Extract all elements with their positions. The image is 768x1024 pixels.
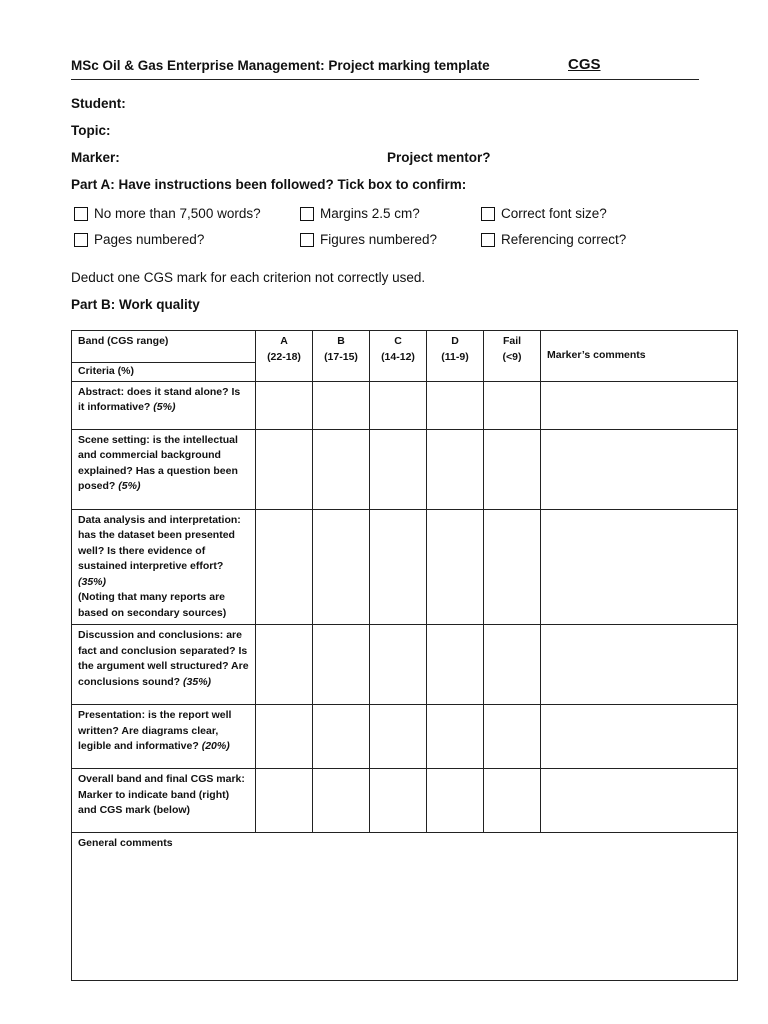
band-cell[interactable] xyxy=(370,381,427,429)
criterion-title: Presentation: xyxy=(78,709,146,721)
band-cell[interactable] xyxy=(370,625,427,705)
band-range: (<9) xyxy=(502,350,522,363)
band-d-header xyxy=(427,331,484,382)
general-comments-label: General comments xyxy=(78,837,173,849)
marker-label: Marker: xyxy=(71,150,120,165)
criterion-overall xyxy=(72,769,256,833)
band-cell[interactable] xyxy=(427,769,484,833)
table-row xyxy=(72,429,738,509)
band-cell[interactable] xyxy=(370,509,427,625)
band-cell[interactable] xyxy=(370,769,427,833)
criterion-data-analysis xyxy=(72,509,256,625)
band-cell[interactable] xyxy=(256,705,313,769)
criterion-title: Data analysis and interpretation: xyxy=(78,513,241,526)
markers-comments-header: Marker’s comments xyxy=(541,331,738,382)
checkbox-icon[interactable] xyxy=(481,233,495,247)
band-range: (14-12) xyxy=(381,350,415,363)
checkbox-icon[interactable] xyxy=(481,207,495,221)
band-cell[interactable] xyxy=(256,625,313,705)
band-cell[interactable] xyxy=(484,381,541,429)
band-letter: D xyxy=(451,335,459,347)
criterion-weight: (5%) xyxy=(153,401,176,413)
checkbox-word-limit[interactable] xyxy=(74,206,261,221)
criteria-header-cell: Criteria (%) xyxy=(72,363,256,382)
criterion-text: does it stand alone? Is it informative? xyxy=(78,385,241,413)
criterion-text: are fact and conclusion separated? Is the argument well structured? Are conclusions sound? xyxy=(78,629,249,688)
band-cell[interactable] xyxy=(313,429,370,509)
part-b-heading: Part B: Work quality xyxy=(71,297,200,312)
band-cell[interactable] xyxy=(313,625,370,705)
topic-label: Topic: xyxy=(71,123,111,138)
checkbox-label: Figures numbered? xyxy=(320,232,438,247)
comment-cell[interactable] xyxy=(541,429,738,509)
checkbox-figures-numbered[interactable] xyxy=(300,232,437,247)
band-cell[interactable] xyxy=(484,769,541,833)
criterion-presentation xyxy=(72,705,256,769)
comment-cell[interactable] xyxy=(541,509,738,625)
checkbox-font-size[interactable] xyxy=(481,206,607,221)
table-row xyxy=(72,381,738,429)
criterion-title: Overall band and final CGS mark: xyxy=(78,773,245,785)
part-a-heading: Part A: Have instructions been followed? Tick box to confirm: xyxy=(71,177,467,192)
band-cell[interactable] xyxy=(256,769,313,833)
band-cell[interactable] xyxy=(256,429,313,509)
criterion-weight: (35%) xyxy=(183,675,212,688)
criterion-title: Scene setting: xyxy=(78,433,150,446)
band-cell[interactable] xyxy=(370,705,427,769)
band-cell[interactable] xyxy=(313,705,370,769)
checkbox-margins[interactable] xyxy=(300,206,420,221)
checkbox-label: Margins 2.5 cm? xyxy=(320,206,420,221)
band-cell[interactable] xyxy=(427,509,484,625)
criterion-discussion xyxy=(72,625,256,705)
comment-cell[interactable] xyxy=(541,381,738,429)
table-row xyxy=(72,705,738,769)
band-cell[interactable] xyxy=(484,429,541,509)
checkbox-icon[interactable] xyxy=(74,207,88,221)
band-cell[interactable] xyxy=(484,625,541,705)
criterion-title: Discussion and conclusions: xyxy=(78,629,224,641)
criterion-text: is the intellectual and commercial background explained? Has a question been posed? xyxy=(78,433,238,492)
criterion-text: is the report well written? Are diagrams clear, legible and informative? xyxy=(78,709,232,752)
comment-cell[interactable] xyxy=(541,705,738,769)
band-letter: B xyxy=(337,335,345,347)
checkbox-icon[interactable] xyxy=(300,207,314,221)
band-fail-header xyxy=(484,331,541,382)
band-range: (11-9) xyxy=(441,350,469,363)
band-range: (22-18) xyxy=(267,350,301,363)
checkbox-icon[interactable] xyxy=(74,233,88,247)
checkbox-label: No more than 7,500 words? xyxy=(94,206,261,221)
band-cell[interactable] xyxy=(427,381,484,429)
checkbox-label: Pages numbered? xyxy=(94,232,205,247)
band-c-header xyxy=(370,331,427,382)
checkbox-icon[interactable] xyxy=(300,233,314,247)
cgs-label: CGS xyxy=(568,56,601,73)
document-header xyxy=(71,58,699,80)
band-cell[interactable] xyxy=(484,705,541,769)
criterion-note: (Noting that many reports are based on secondary sources) xyxy=(78,591,227,619)
band-letter: A xyxy=(280,335,288,347)
criterion-abstract xyxy=(72,381,256,429)
checkbox-label: Correct font size? xyxy=(501,206,607,221)
checkbox-label: Referencing correct? xyxy=(501,232,627,247)
table-row xyxy=(72,769,738,833)
band-cell[interactable] xyxy=(370,429,427,509)
criterion-text: Marker to indicate band (right) and CGS mark (below) xyxy=(78,788,230,816)
band-cell[interactable] xyxy=(256,381,313,429)
band-cell[interactable] xyxy=(427,429,484,509)
table-row xyxy=(72,509,738,625)
criterion-weight: (5%) xyxy=(118,480,141,492)
band-cell[interactable] xyxy=(427,705,484,769)
criterion-weight: (35%) xyxy=(78,575,107,588)
band-letter: Fail xyxy=(502,335,522,347)
band-cell[interactable] xyxy=(313,381,370,429)
band-a-header xyxy=(256,331,313,382)
band-cell[interactable] xyxy=(427,625,484,705)
criterion-weight: (20%) xyxy=(201,740,230,752)
project-mentor-label: Project mentor? xyxy=(387,150,491,165)
band-cell[interactable] xyxy=(313,509,370,625)
band-header-cell: Band (CGS range) xyxy=(72,331,256,363)
document-title: MSc Oil & Gas Enterprise Management: Project marking template xyxy=(71,58,490,73)
checkbox-pages-numbered[interactable] xyxy=(74,232,204,247)
general-comments-cell[interactable] xyxy=(72,833,738,981)
deduction-note: Deduct one CGS mark for each criterion not correctly used. xyxy=(71,270,426,285)
checkbox-referencing[interactable] xyxy=(481,232,626,247)
band-range: (17-15) xyxy=(324,350,358,363)
band-cell[interactable] xyxy=(256,509,313,625)
band-cell[interactable] xyxy=(313,769,370,833)
table-row xyxy=(72,625,738,705)
student-label: Student: xyxy=(71,96,126,111)
band-letter: C xyxy=(394,335,402,347)
criterion-text: has the dataset been presented well? Is there evidence of sustained interpretive effort? xyxy=(78,529,235,572)
criterion-scene-setting xyxy=(72,429,256,509)
comment-cell[interactable] xyxy=(541,625,738,705)
band-b-header xyxy=(313,331,370,382)
general-comments-row xyxy=(72,833,738,981)
band-header-row xyxy=(72,331,738,363)
marking-table xyxy=(71,330,738,981)
comment-cell[interactable] xyxy=(541,769,738,833)
band-cell[interactable] xyxy=(484,509,541,625)
criterion-title: Abstract: xyxy=(78,385,125,398)
